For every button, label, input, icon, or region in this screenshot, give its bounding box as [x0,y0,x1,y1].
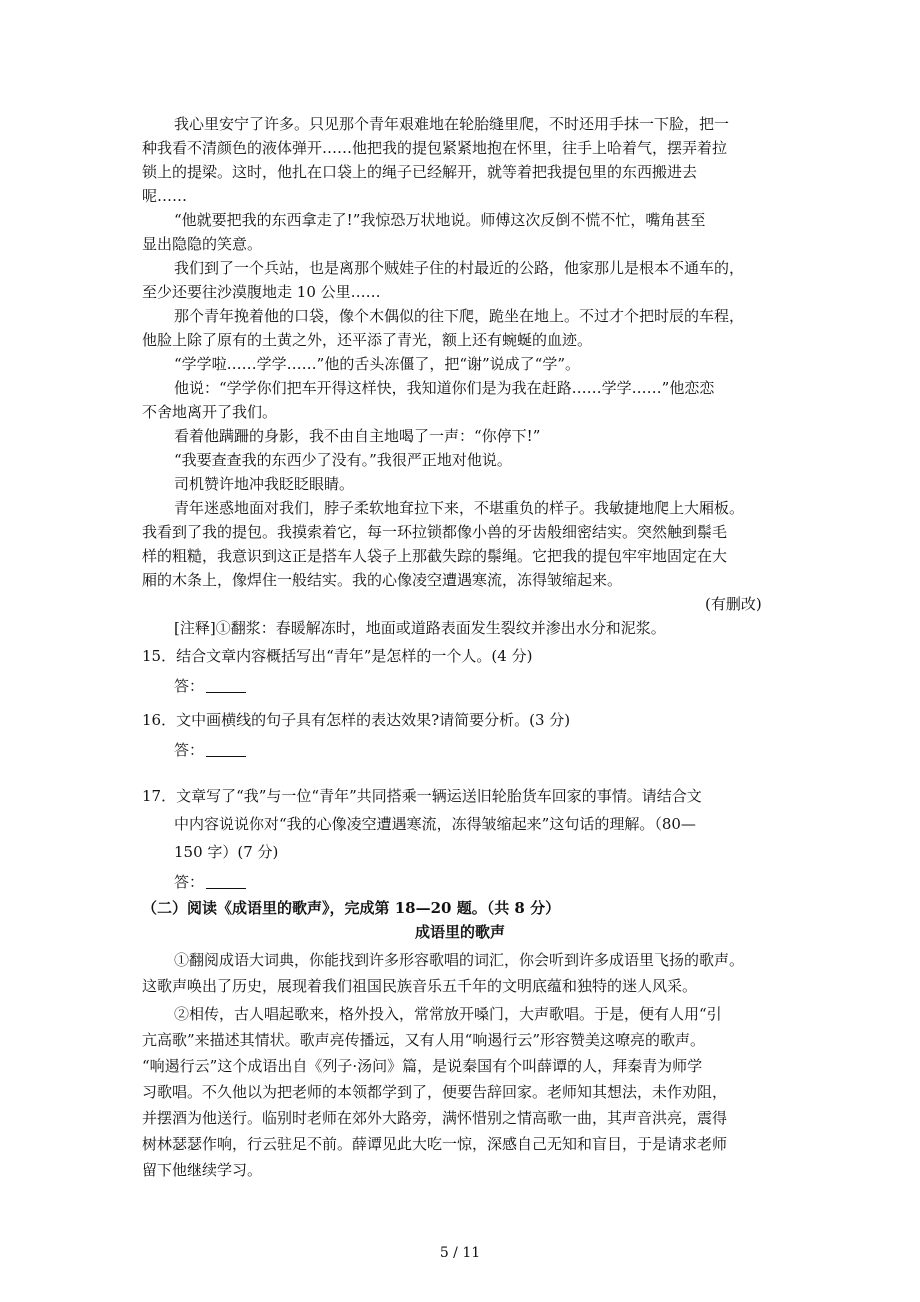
answer-blank[interactable] [206,874,246,889]
story-line: 司机赞许地冲我眨眨眼睛。 [174,475,355,493]
story-line: 青年迷惑地面对我们，脖子柔软地耷拉下来，不堪重负的样子。我敏捷地爬上大厢板。 [174,499,745,517]
answer-blank[interactable] [206,742,246,757]
article-title: 成语里的歌声 [414,923,505,941]
answer-line[interactable] [174,872,246,892]
article-line: 并摆酒为他送行。临别时老师在郊外大路旁，满怀惜别之情高歌一曲，其声音洪亮，震得 [142,1109,728,1127]
answer-line[interactable] [174,740,246,760]
story-line: 不舍地离开了我们。 [142,403,278,421]
article-line: ②相传，古人唱起歌来，格外投入，常常放开嗓门，大声歌唱。于是，便有人用“引 [174,1005,722,1023]
article-line: 树林瑟瑟作响，行云驻足不前。薛谭见此大吃一惊，深感自己无知和盲目，于是请求老师 [142,1135,728,1153]
story-line: 我心里安宁了许多。只见那个青年艰难地在轮胎缝里爬，不时还用手抹一下脸，把一 [174,115,730,133]
answer-label: 答： [174,677,205,695]
article-line: 亢高歌”来描述其情状。歌声亮传播远，又有人用“响遏行云”形容赞美这嘹亮的歌声。 [142,1031,706,1049]
story-line: 至少还要往沙漠腹地走 10 公里…… [142,283,381,301]
story-line: “学学啦……学学……”他的舌头冻僵了，把“谢”说成了“学”。 [174,355,581,373]
story-line: 他说：“学学你们把车开得这样快，我知道你们是为我在赶路……学学……”他恋恋 [174,379,715,397]
story-line: 我们到了一个兵站，也是离那个贼娃子住的村最近的公路，他家那儿是根本不通车的， [174,259,745,277]
story-line: 锁上的提梁。这时，他扎在口袋上的绳子已经解开，就等着把我提包里的东西搬进去 [142,163,698,181]
article-line: “响遏行云”这个成语出自《列子·汤问》篇，是说秦国有个叫薛谭的人，拜秦青为师学 [142,1057,703,1075]
story-line: 看着他蹒跚的身影，我不由自主地喝了一声：“你停下!” [174,427,541,445]
question-17: 17．文章写了“我”与一位“青年”共同搭乘一辆运送旧轮胎货车回家的事情。请结合文 [142,787,702,805]
story-line: 呢…… [142,187,188,205]
story-line: “我要查查我的东西少了没有。”我很严正地对他说。 [174,451,512,469]
answer-blank[interactable] [206,678,246,693]
annotation: [注释]①翻浆：春暖解冻时，地面或道路表面发生裂纹并渗出水分和泥浆。 [174,619,666,637]
article-line: 习歌唱。不久他以为把老师的本领都学到了，便要告辞回家。老师知其想法，未作劝阻， [142,1083,728,1101]
question-15: 15．结合文章内容概括写出“青年”是怎样的一个人。(4 分) [142,647,533,665]
question-17: 中内容说说你对“我的心像凌空遭遇寒流，冻得皱缩起来”这句话的理解。（80— [174,815,696,833]
story-line: 我看到了我的提包。我摸索着它，每一环拉锁都像小兽的牙齿般细密结实。突然触到鬃毛 [142,523,728,541]
answer-line[interactable] [174,676,246,696]
answer-label: 答： [174,741,205,759]
question-17: 150 字）(7 分) [174,843,279,861]
edit-note: (有删改) [705,595,762,613]
story-line: 他脸上除了原有的土黄之外，还平添了青光，额上还有蜿蜒的血迹。 [142,331,593,349]
story-line: 厢的木条上，像焊住一般结实。我的心像凌空遭遇寒流，冻得皱缩起来。 [142,571,623,589]
question-16: 16．文中画横线的句子具有怎样的表达效果?请简要分析。(3 分) [142,711,571,729]
answer-label: 答： [174,873,205,891]
story-line: “他就要把我的东西拿走了!”我惊恐万状地说。师傅这次反倒不慌不忙，嘴角甚至 [174,211,706,229]
story-line: 显出隐隐的笑意。 [142,235,263,253]
article-line: 留下他继续学习。 [142,1161,263,1179]
article-line: 这歌声唤出了历史，展现着我们祖国民族音乐五千年的文明底蕴和独特的迷人风采。 [142,977,698,995]
page-number: 5 / 11 [439,1245,481,1261]
section-heading: （二）阅读《成语里的歌声》，完成第 18—20 题。（共 8 分） [142,899,561,917]
story-line: 种我看不清颜色的液体弹开……他把我的提包紧紧地抱在怀里，往手上哈着气，摆弄着拉 [142,139,728,157]
article-line: ①翻阅成语大词典，你能找到许多形容歌唱的词汇，你会听到许多成语里飞扬的歌声。 [174,951,745,969]
story-line: 那个青年挽着他的口袋，像个木偶似的往下爬，跪坐在地上。不过才个把时辰的车程， [174,307,745,325]
story-line: 样的粗糙，我意识到这正是搭车人袋子上那截失踪的鬃绳。它把我的提包牢牢地固定在大 [142,547,728,565]
